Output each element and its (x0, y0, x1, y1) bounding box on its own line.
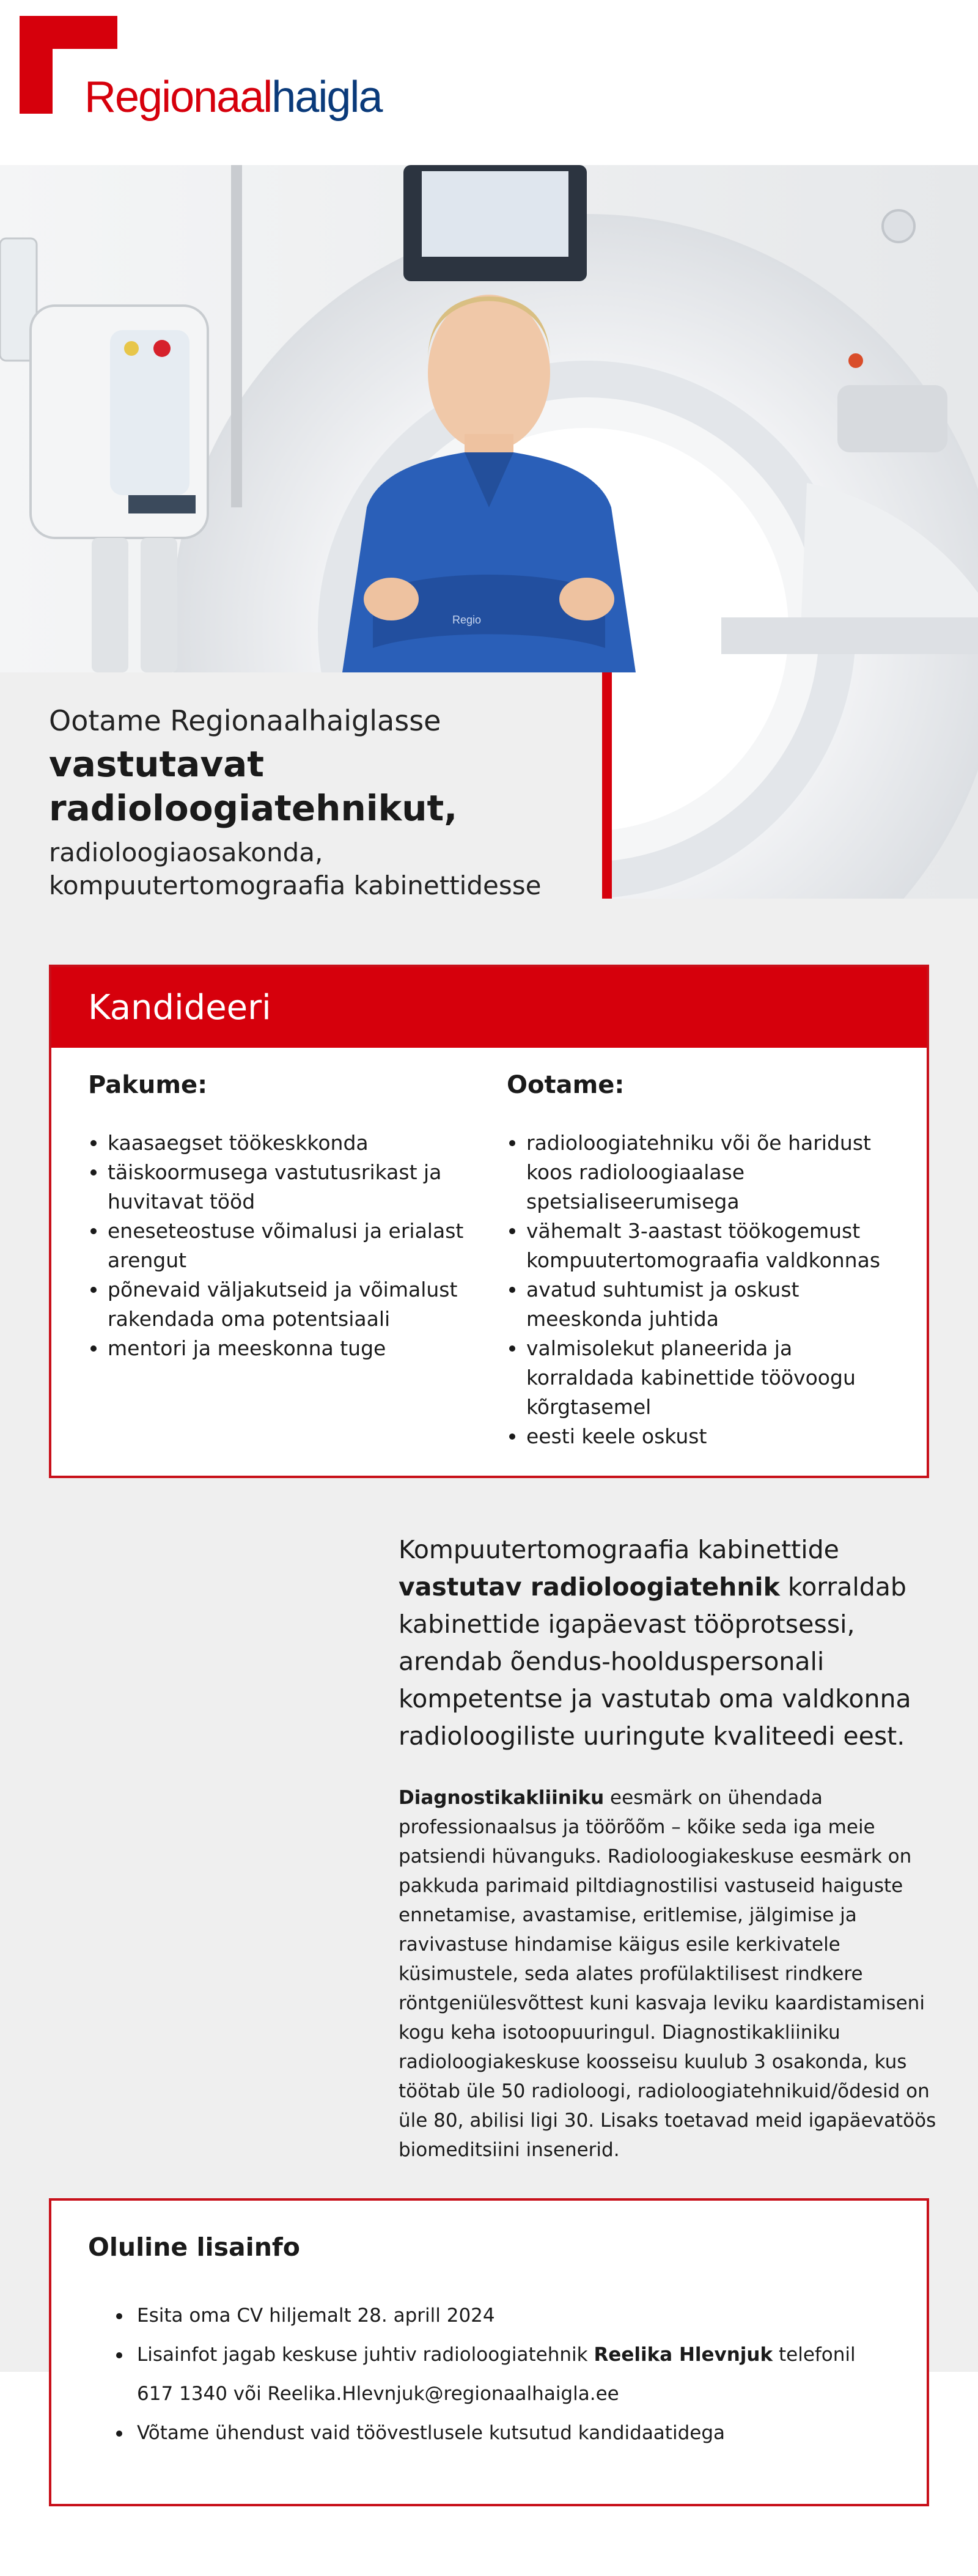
department-line-2: kompuutertomograafia kabinettidesse (49, 870, 542, 900)
list-item: vähemalt 3-aastast töökogemust kompuutertomograafia valdkonnas (507, 1216, 886, 1275)
list-item: Võtame ühendust vaid töövestlusele kutsutud kandidaatidega (88, 2413, 890, 2453)
info-box (49, 2198, 929, 2506)
lead-end: korraldab kabinettide igapäevast tööprotsessi, arendab õendus-hoolduspersonali kompetentse ja vastutab oma valdkonna radioloogiliste uuringute kvaliteedi eest. (399, 1572, 911, 1751)
list-item: Esita oma CV hiljemalt 28. aprill 2024 (88, 2296, 890, 2335)
contact-text-start: Lisainfot jagab keskuse juhtiv radioloogiatehnik (137, 2344, 594, 2366)
lead-start: Kompuutertomograafia kabinettide (399, 1535, 839, 1564)
list-item: põnevaid väljakutseid ja võimalust rakendada oma potentsiaali (88, 1275, 467, 1334)
lead-bold: vastutav radioloogiatehnik (399, 1572, 780, 1602)
title-accent-bar (602, 672, 612, 899)
apply-box (49, 965, 929, 1478)
offer-column (88, 1071, 467, 1363)
list-item: valmisolekut planeerida ja korraldada kabinettide töövoogu kõrgtasemel (507, 1334, 886, 1422)
apply-button[interactable] (51, 967, 927, 1048)
logo-part-red: Regionaal (84, 73, 272, 122)
contact-name: Reelika Hlevnjuk (594, 2344, 773, 2366)
header (0, 0, 978, 165)
list-item: eesti keele oskust (507, 1422, 886, 1451)
info-title: Oluline lisainfo (88, 2232, 300, 2262)
list-item (88, 2335, 890, 2413)
job-title (49, 742, 602, 830)
apply-button-label: Kandideeri (88, 987, 271, 1028)
list-item: kaasaegset töökeskkonda (88, 1128, 467, 1158)
list-item: mentori ja meeskonna tuge (88, 1334, 467, 1363)
requirements-list (507, 1128, 886, 1451)
description-lead (399, 1531, 943, 1755)
title-intro: Ootame Regionaalhaiglasse (49, 704, 441, 737)
requirements-title: Ootame: (507, 1071, 625, 1099)
job-title-line-1: vastutavat (49, 743, 265, 785)
department-line-1: radioloogiaosakonda, (49, 837, 323, 867)
job-title-line-2: radioloogiatehnikut, (49, 787, 458, 829)
list-item: avatud suhtumist ja oskust meeskonda juhtida (507, 1275, 886, 1334)
scrub-logo: Regio (452, 614, 482, 626)
logo-part-blue: haigla (271, 73, 382, 122)
list-item: radioloogiatehniku või õe haridust koos radioloogiaalase spetsialiseerumisega (507, 1128, 886, 1216)
body-bold: Diagnostikakliiniku (399, 1787, 605, 1809)
job-description (399, 1531, 943, 2165)
list-item: eneseteostuse võimalusi ja erialast arengut (88, 1216, 467, 1275)
info-list (88, 2296, 890, 2453)
job-title-box (0, 672, 602, 899)
body-text: eesmärk on ühendada professionaalsus ja töörõõm – kõike seda iga meie patsiendi hüvanguks. Radioloogiakeskuse eesmärk on pakkuda parimaid piltdiagnostilisi vastuseid haiguste ennetamise, avastamise, eritlemise, jälgimise ja ravivastuse hindamise käigus esile kerkivatele küsimustele, seda alates profülaktilisest rindkere röntgeniülesvõttest kuni kasvaja leviku kaardistamiseni kogu keha isotoopuuringul. Diagnostikakliiniku radioloogiakeskuse koosseisu kuulub 3 osakonda, kus töötab üle 50 radioloogi, radioloogiatehnikuid/õdesid on üle 80, abilisi ligi 30. Lisaks toetavad meid igapäevatöös biomeditsiini insenerid. (399, 1787, 936, 2161)
requirements-column (507, 1071, 886, 1451)
offer-title: Pakume: (88, 1071, 208, 1099)
list-item: täiskoormusega vastutusrikast ja huvitavat tööd (88, 1158, 467, 1216)
logo[interactable] (84, 72, 381, 122)
offer-list (88, 1128, 467, 1363)
contact-details[interactable]: telefonil 617 1340 või Reelika.Hlevnjuk@regionaalhaigla.ee (137, 2344, 856, 2405)
department (49, 836, 602, 902)
description-body (399, 1783, 943, 2165)
